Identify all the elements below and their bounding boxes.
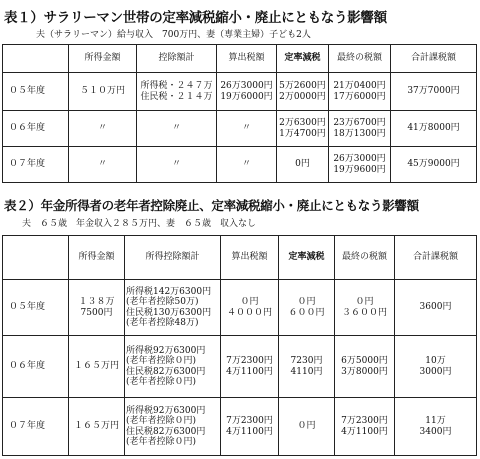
row-label: ０６年度 xyxy=(3,336,69,398)
computed-cell xyxy=(217,73,277,111)
reduction-cell xyxy=(279,336,335,398)
cell-line: 5万2600円 xyxy=(279,81,326,92)
cell-line: 7500円 xyxy=(80,307,113,318)
cell-line: 18万1300円 xyxy=(333,128,386,139)
total-cell xyxy=(395,398,477,456)
cell-line: 所得税92万6300円 xyxy=(126,345,206,356)
deductions-cell xyxy=(125,280,221,336)
cell-line: 4万1100円 xyxy=(226,426,273,437)
income-cell xyxy=(69,398,125,456)
cell-line: 所得税92万6300円 xyxy=(126,405,206,416)
income-cell: 〃 xyxy=(69,147,137,183)
cell-line: 6万5000円 xyxy=(341,356,388,367)
income-cell xyxy=(69,336,125,398)
cell-line: 所得税142万6300円 xyxy=(126,286,212,297)
row-label: ０６年度 xyxy=(3,111,69,147)
cell-line: 住民税82万6300円 xyxy=(126,366,206,377)
reduction-cell xyxy=(279,398,335,456)
cell-line: 7万2300円 xyxy=(341,416,388,427)
computed-cell xyxy=(221,336,279,398)
table2-note: 夫 ６５歳 年金収入２８５万円、妻 ６５歳 収入なし xyxy=(22,219,257,229)
reduction-cell: 0円 xyxy=(277,147,329,183)
table-row xyxy=(3,73,477,111)
cell-line: (老年者控除50万) xyxy=(126,297,199,308)
table2-header-cell: 所得金額 xyxy=(69,236,125,280)
deductions-cell xyxy=(125,336,221,398)
cell-line: 住民税・２１４万 xyxy=(140,91,213,102)
cell-line: ０円 xyxy=(297,297,316,308)
cell-line: 住民税82万6300円 xyxy=(126,426,206,437)
cell-line: (老年者控除０円) xyxy=(126,356,197,367)
total-cell xyxy=(395,336,477,398)
cell-line: ０円 xyxy=(355,297,374,308)
cell-line: 2万6300円 xyxy=(279,118,326,129)
final-cell xyxy=(329,73,391,111)
cell-line: 11万 xyxy=(425,416,446,427)
table2-header-cell xyxy=(3,236,69,280)
cell-line: １６５万円 xyxy=(73,361,119,372)
cell-line: １３８万 xyxy=(78,297,115,308)
cell-line: 7万2300円 xyxy=(226,416,273,427)
cell-line: 21万0400円 xyxy=(333,81,386,92)
cell-line: 2万0000円 xyxy=(279,91,326,102)
deductions-cell xyxy=(125,398,221,456)
cell-line: 7万2300円 xyxy=(226,356,273,367)
table-row xyxy=(3,398,477,456)
total-cell: 41万8000円 xyxy=(391,111,477,147)
cell-line: 4万1100円 xyxy=(341,426,388,437)
table2-header-cell: 合計課税額 xyxy=(395,236,477,280)
cell-line: 17万6000円 xyxy=(333,91,386,102)
cell-line: 23万6700円 xyxy=(333,118,386,129)
cell-line: 10万 xyxy=(425,356,446,367)
table-row xyxy=(3,336,477,398)
deductions-cell xyxy=(137,73,217,111)
cell-line: (老年者控除48万) xyxy=(126,317,199,328)
cell-line: ４０００円 xyxy=(226,307,272,318)
income-cell: ５１０万円 xyxy=(69,73,137,111)
table-row xyxy=(3,280,477,336)
table1-header-cell: 最終の税額 xyxy=(329,45,391,73)
cell-line: 4110円 xyxy=(290,366,323,377)
computed-cell: 〃 xyxy=(217,111,277,147)
income-cell xyxy=(69,280,125,336)
table1-header-cell: 合計課税額 xyxy=(391,45,477,73)
computed-cell xyxy=(221,280,279,336)
table2-header-cell: 所得控除額計 xyxy=(125,236,221,280)
row-label: ０７年度 xyxy=(3,147,69,183)
table-row xyxy=(3,147,477,183)
cell-line: (老年者控除０円) xyxy=(126,416,197,427)
table1-header-row xyxy=(3,45,477,73)
table1-header-cell: 定率減税 xyxy=(277,45,329,73)
deductions-cell: 〃 xyxy=(137,111,217,147)
row-label: ０５年度 xyxy=(3,280,69,336)
final-cell xyxy=(335,280,395,336)
table1-note: 夫（サラリーマン）給与収入 700万円、妻（専業主婦）子ども2人 xyxy=(36,30,311,40)
computed-cell xyxy=(221,398,279,456)
cell-line: 3600円 xyxy=(419,302,452,313)
cell-line: 26万3000円 xyxy=(220,81,273,92)
final-cell xyxy=(335,398,395,456)
cell-line: ３６００円 xyxy=(341,307,387,318)
total-cell: 45万9000円 xyxy=(391,147,477,183)
table2-header-cell: 算出税額 xyxy=(221,236,279,280)
table2-header-row xyxy=(3,236,477,280)
table-row xyxy=(3,111,477,147)
computed-cell: 〃 xyxy=(217,147,277,183)
cell-line: ０円 xyxy=(297,421,316,432)
table1-header-cell: 所得金額 xyxy=(69,45,137,73)
reduction-cell xyxy=(277,111,329,147)
cell-line: 19万6000円 xyxy=(220,91,273,102)
table1-header-cell: 算出税額 xyxy=(217,45,277,73)
table2-header-cell: 定率減税 xyxy=(279,236,335,280)
table1 xyxy=(2,44,477,183)
final-cell xyxy=(329,147,391,183)
cell-line: 3万8000円 xyxy=(341,366,388,377)
reduction-cell xyxy=(279,280,335,336)
cell-line: (老年者控除０円) xyxy=(126,436,197,447)
total-cell xyxy=(395,280,477,336)
table1-header-cell xyxy=(3,45,69,73)
cell-line: ６００円 xyxy=(288,307,325,318)
table2-header-cell: 最終の税額 xyxy=(335,236,395,280)
cell-line: 7230円 xyxy=(290,356,323,367)
cell-line: 3000円 xyxy=(419,366,452,377)
cell-line: 住民税130万6300円 xyxy=(126,307,212,318)
cell-line: ０円 xyxy=(240,297,259,308)
cell-line: 19万9600円 xyxy=(333,164,386,175)
cell-line: 1万4700円 xyxy=(279,128,326,139)
row-label: ０７年度 xyxy=(3,398,69,456)
final-cell xyxy=(335,336,395,398)
income-cell: 〃 xyxy=(69,111,137,147)
table2 xyxy=(2,235,477,456)
cell-line: 3400円 xyxy=(419,426,452,437)
cell-line: １６５万円 xyxy=(73,421,119,432)
final-cell xyxy=(329,111,391,147)
deductions-cell: 〃 xyxy=(137,147,217,183)
table1-title: 表１）サラリーマン世帯の定率減税縮小・廃止にともなう影響額 xyxy=(4,10,387,26)
cell-line: 26万3000円 xyxy=(333,154,386,165)
total-cell: 37万7000円 xyxy=(391,73,477,111)
cell-line: 4万1100円 xyxy=(226,366,273,377)
cell-line: 所得税・２４７万 xyxy=(140,81,213,92)
reduction-cell xyxy=(277,73,329,111)
table1-header-cell: 控除額計 xyxy=(137,45,217,73)
cell-line: (老年者控除０円) xyxy=(126,376,197,387)
table2-title: 表２）年金所得者の老年者控除廃止、定率減税縮小・廃止にともなう影響額 xyxy=(4,198,419,213)
row-label: ０５年度 xyxy=(3,73,69,111)
